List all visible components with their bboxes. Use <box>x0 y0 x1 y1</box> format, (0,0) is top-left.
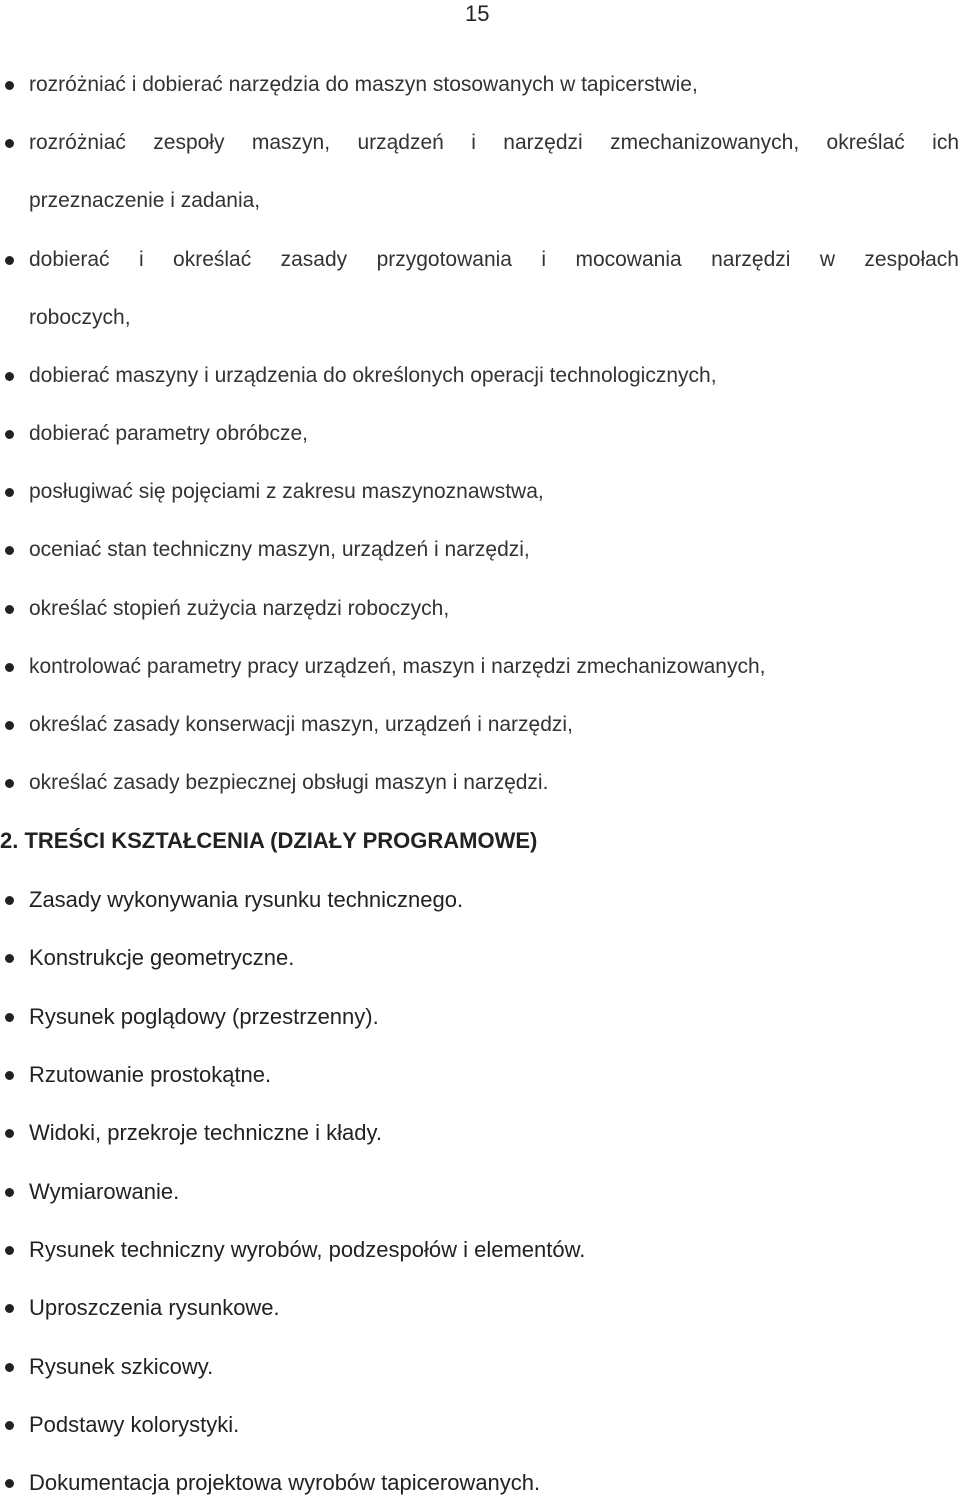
list-item-text: Wymiarowanie. <box>29 1179 180 1204</box>
list-item-text: Rysunek szkicowy. <box>29 1354 214 1379</box>
list-item-text: określać zasady konserwacji maszyn, urządzeń i narzędzi, <box>29 713 573 736</box>
bullet-icon <box>5 81 14 90</box>
list-item-text: oceniać stan techniczny maszyn, urządzeń i narzędzi, <box>29 538 530 561</box>
list-item-text: posługiwać się pojęciami z zakresu maszynoznawstwa, <box>29 480 544 503</box>
list-item-text: rozróżniać zespoły maszyn, urządzeń i narzędzi zmechanizowanych, określać ich <box>29 131 959 154</box>
bullet-icon <box>5 546 14 555</box>
bullet-icon <box>5 1013 14 1022</box>
page-number: 15 <box>465 1 490 26</box>
bullet-icon <box>5 372 14 381</box>
list-item-text: rozróżniać i dobierać narzędzia do maszyn stosowanych w tapicerstwie, <box>29 73 698 96</box>
bullet-icon <box>5 488 14 497</box>
bullet-icon <box>5 1479 14 1488</box>
bullet-icon <box>5 1246 14 1255</box>
bullet-icon <box>5 1421 14 1430</box>
section-heading: 2. TREŚCI KSZTAŁCENIA (DZIAŁY PROGRAMOWE) <box>0 828 538 853</box>
list-item-text: określać stopień zużycia narzędzi roboczych, <box>29 597 450 620</box>
bullet-icon <box>5 1304 14 1313</box>
list-item-text: Uproszczenia rysunkowe. <box>29 1295 280 1320</box>
list-item-text: Dokumentacja projektowa wyrobów tapicerowanych. <box>29 1470 541 1495</box>
list-item-text-continuation: roboczych, <box>29 306 131 329</box>
bullet-icon <box>5 663 14 672</box>
bullet-icon <box>5 605 14 614</box>
list-item-text: kontrolować parametry pracy urządzeń, maszyn i narzędzi zmechanizowanych, <box>29 655 766 678</box>
bullet-icon <box>5 721 14 730</box>
list-item-text: dobierać maszyny i urządzenia do określonych operacji technologicznych, <box>29 364 717 387</box>
bullet-icon <box>5 139 14 148</box>
bullet-icon <box>5 1363 14 1372</box>
bullet-icon <box>5 1188 14 1197</box>
bullet-icon <box>5 430 14 439</box>
list-item-text: Konstrukcje geometryczne. <box>29 945 295 970</box>
bullet-icon <box>5 1129 14 1138</box>
list-item-text: Rysunek poglądowy (przestrzenny). <box>29 1004 379 1029</box>
list-item-text: Podstawy kolorystyki. <box>29 1412 240 1437</box>
list-item-text: dobierać parametry obróbcze, <box>29 422 308 445</box>
list-item-text: Zasady wykonywania rysunku technicznego. <box>29 887 464 912</box>
list-item-text-continuation: przeznaczenie i zadania, <box>29 189 261 212</box>
list-item-text: Rzutowanie prostokątne. <box>29 1062 272 1087</box>
list-item-text: dobierać i określać zasady przygotowania i mocowania narzędzi w zespołach <box>29 248 959 271</box>
bullet-icon <box>5 1071 14 1080</box>
list-item-text: Widoki, przekroje techniczne i kłady. <box>29 1120 382 1145</box>
list-item-text: Rysunek techniczny wyrobów, podzespołów i elementów. <box>29 1237 586 1262</box>
bullet-icon <box>5 954 14 963</box>
bullet-icon <box>5 779 14 788</box>
bullet-icon <box>5 896 14 905</box>
list-item-text: określać zasady bezpiecznej obsługi maszyn i narzędzi. <box>29 771 549 794</box>
bullet-icon <box>5 256 14 265</box>
